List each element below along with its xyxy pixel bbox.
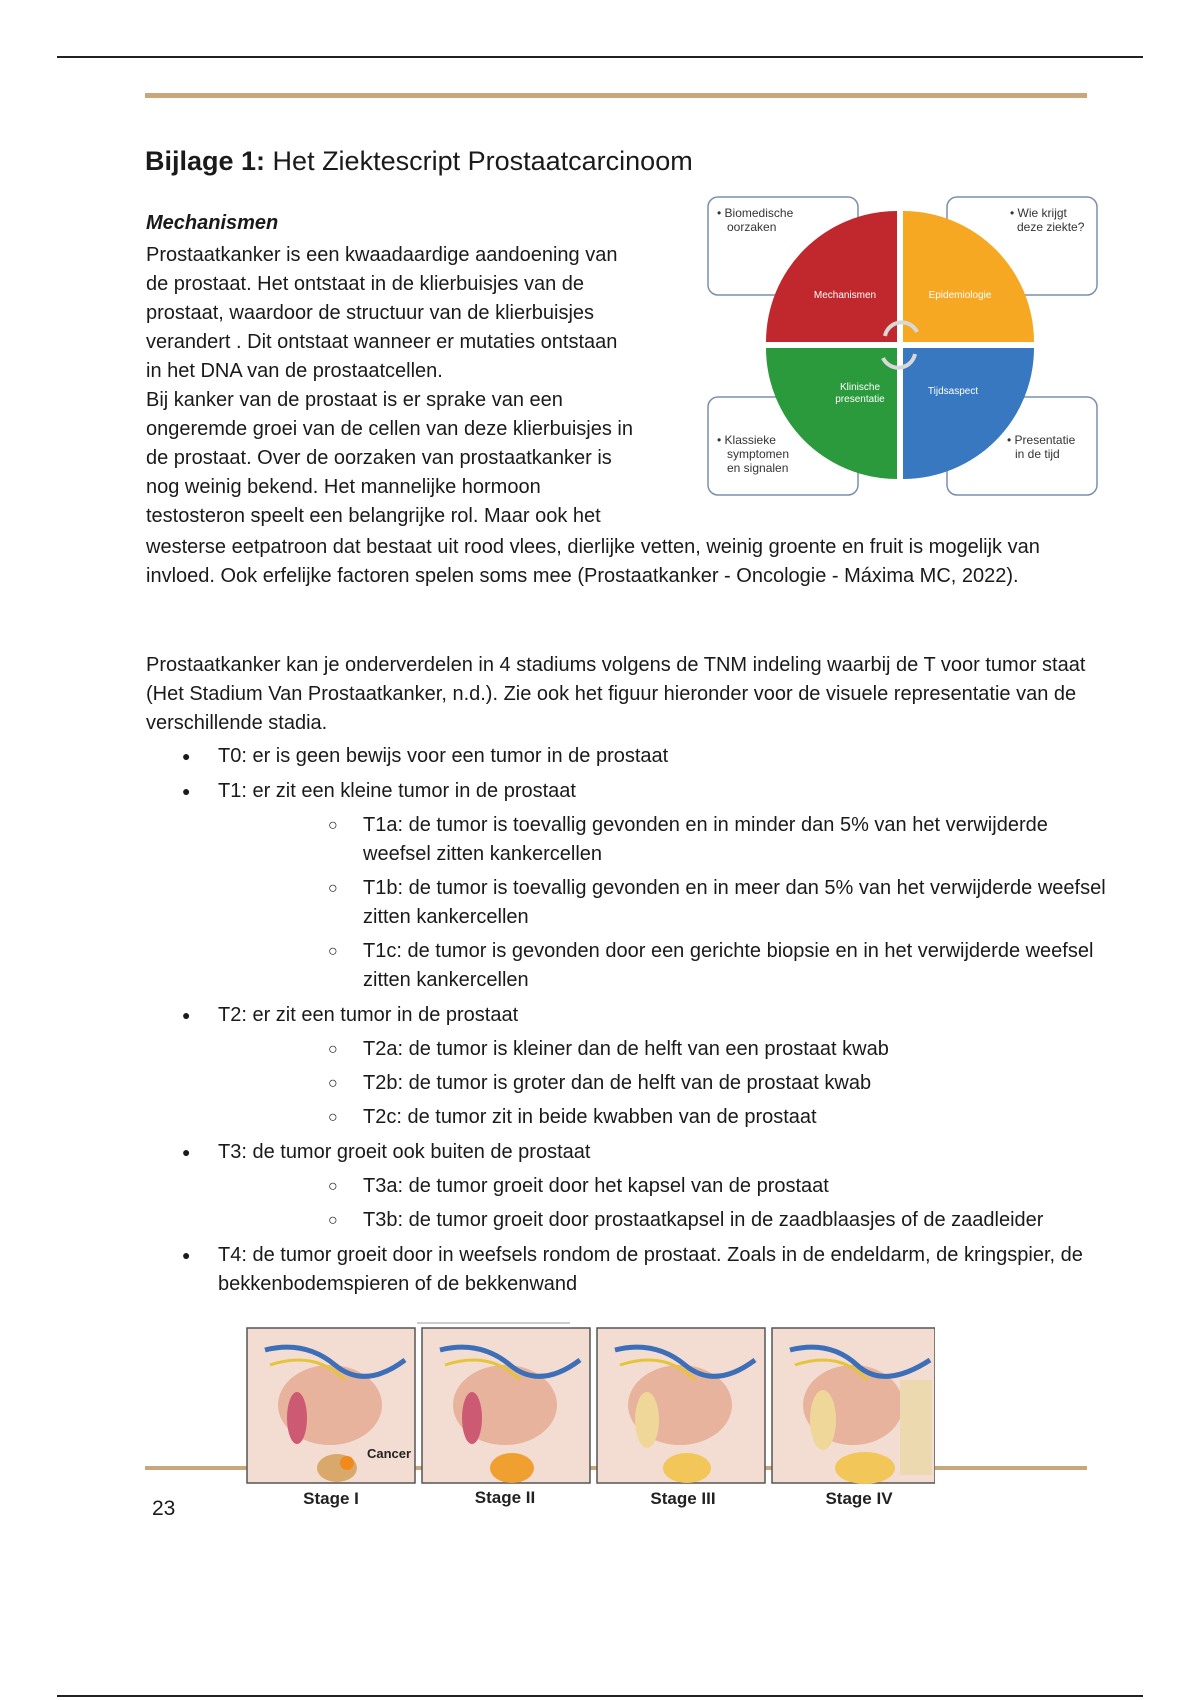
stage-caption: Stage II [474, 1488, 536, 1507]
box-text: • Klassieke [717, 433, 776, 447]
sub-list-item: ○ T1a: de tumor is toevallig gevonden en in minder dan 5% van het verwijderde weefsel zitten kankercellen [218, 811, 1106, 869]
box-text: oorzaken [727, 220, 777, 234]
box-text: • Presentatie [1007, 433, 1076, 447]
sub-list-item: ○ T2c: de tumor zit in beide kwabben van de prostaat [218, 1103, 1106, 1132]
cancer-label: Cancer [367, 1446, 412, 1461]
section-heading-mechanisms: Mechanismen [146, 212, 279, 234]
quadrant-label: Epidemiologie [928, 290, 992, 301]
stage-caption: Stage IV [825, 1489, 893, 1508]
page-title: Bijlage 1: Het Ziektescript Prostaatcarcinoom [145, 146, 693, 176]
bottom-rule [57, 1695, 1143, 1697]
quadrant-label: presentatie [835, 394, 885, 405]
box-text: en signalen [727, 461, 789, 475]
sub-list-item: ○ T2b: de tumor is groter dan de helft van de prostaat kwab [218, 1069, 1106, 1098]
header-accent-rule [145, 93, 1087, 98]
disease-script-diagram [705, 195, 1100, 497]
quadrant-label: Klinische [839, 382, 881, 393]
list-item: ● T3: de tumor groeit ook buiten de prostaat ○ T3a: de tumor groeit door het kapsel van de prostaat ○ T3b: de tumor groeit door prostaatkapsel in de zaadblaasjes of de zaadleider [146, 1138, 1106, 1235]
box-text: deze ziekte? [1017, 220, 1085, 234]
stage-panel-4 [772, 1328, 935, 1484]
sub-list-item: ○ T2a: de tumor is kleiner dan de helft van een prostaat kwab [218, 1035, 1106, 1064]
list-item: ● T1: er zit een kleine tumor in de prostaat ○ T1a: de tumor is toevallig gevonden en in minder dan 5% van het verwijderde weefsel zitten kankercellen ○ T1b: de tumor is toevallig gevonden en in meer dan 5% van het verwijderde weefsel zitten kankercellen ○ T1c: de tumor is gevonden door een gerichte biopsie en in het verwijderde weefsel zitten kankercellen [146, 777, 1106, 995]
prostate-stage-figure [245, 1320, 935, 1510]
quadrant-label: Mechanismen [813, 290, 877, 301]
sub-list-item: ○ T1c: de tumor is gevonden door een gerichte biopsie en in het verwijderde weefsel zitten kankercellen [218, 937, 1106, 995]
list-item: ● T4: de tumor groeit door in weefsels rondom de prostaat. Zoals in de endeldarm, de kringspier, de bekkenbodemspieren of de bekkenwand [146, 1241, 1106, 1299]
stage-panel-2 [422, 1328, 590, 1483]
tnm-stage-list [146, 742, 1106, 1305]
box-text: symptomen [727, 447, 790, 461]
sub-list-item: ○ T3a: de tumor groeit door het kapsel van de prostaat [218, 1172, 1106, 1201]
stages-intro-paragraph: Prostaatkanker kan je onderverdelen in 4 stadiums volgens de TNM indeling waarbij de T voor tumor staat (Het Stadium Van Prostaatkanker, n.d.). Zie ook het figuur hieronder voor de visuele representatie van de verschillende stadia. [146, 654, 1086, 734]
stage-caption: Stage I [303, 1489, 359, 1508]
list-item: ● T0: er is geen bewijs voor een tumor in de prostaat [146, 742, 1106, 771]
box-text: • Wie krijgt [1010, 206, 1067, 220]
sub-list-item: ○ T3b: de tumor groeit door prostaatkapsel in de zaadblaasjes of de zaadleider [218, 1206, 1106, 1235]
top-rule [57, 56, 1143, 58]
box-text: in de tijd [1015, 447, 1060, 461]
list-item: ● T2: er zit een tumor in de prostaat ○ T2a: de tumor is kleiner dan de helft van een prostaat kwab ○ T2b: de tumor is groter dan de helft van de prostaat kwab ○ T2c: de tumor zit in beide kwabben van de prostaat [146, 1001, 1106, 1132]
stage-panel-1 [247, 1328, 415, 1483]
page-number: 23 [152, 1497, 176, 1520]
mechanisms-paragraph: Prostaatkanker is een kwaadaardige aandoening van de prostaat. Het ontstaat in de klierbuisjes van de prostaat, waardoor de structuur van de klierbuisjes verandert . Dit ontstaat wanneer er mutaties ontstaan in het DNA van de prostaatcellen. Bij kanker van de prostaat is er sprake van een ongeremde groei van de cellen van deze klierbuisjes in de prostaat. Over de oorzaken van prostaatkanker is nog weinig bekend. Het mannelijke hormoon testosteron speelt een belangrijke rol. Maar ook het [146, 244, 633, 527]
box-text: • Biomedische [717, 206, 794, 220]
mechanisms-paragraph-continued: westerse eetpatroon dat bestaat uit rood vlees, dierlijke vetten, weinig groente en fruit is mogelijk van invloed. Ook erfelijke factoren spelen soms mee (Prostaatkanker - Oncologie - Máxima MC, 2022). [146, 536, 1040, 587]
quadrant-label: Tijdsaspect [927, 386, 979, 397]
stage-panel-3 [597, 1328, 765, 1483]
stage-caption: Stage III [650, 1489, 716, 1508]
sub-list-item: ○ T1b: de tumor is toevallig gevonden en in meer dan 5% van het verwijderde weefsel zitten kankercellen [218, 874, 1106, 932]
